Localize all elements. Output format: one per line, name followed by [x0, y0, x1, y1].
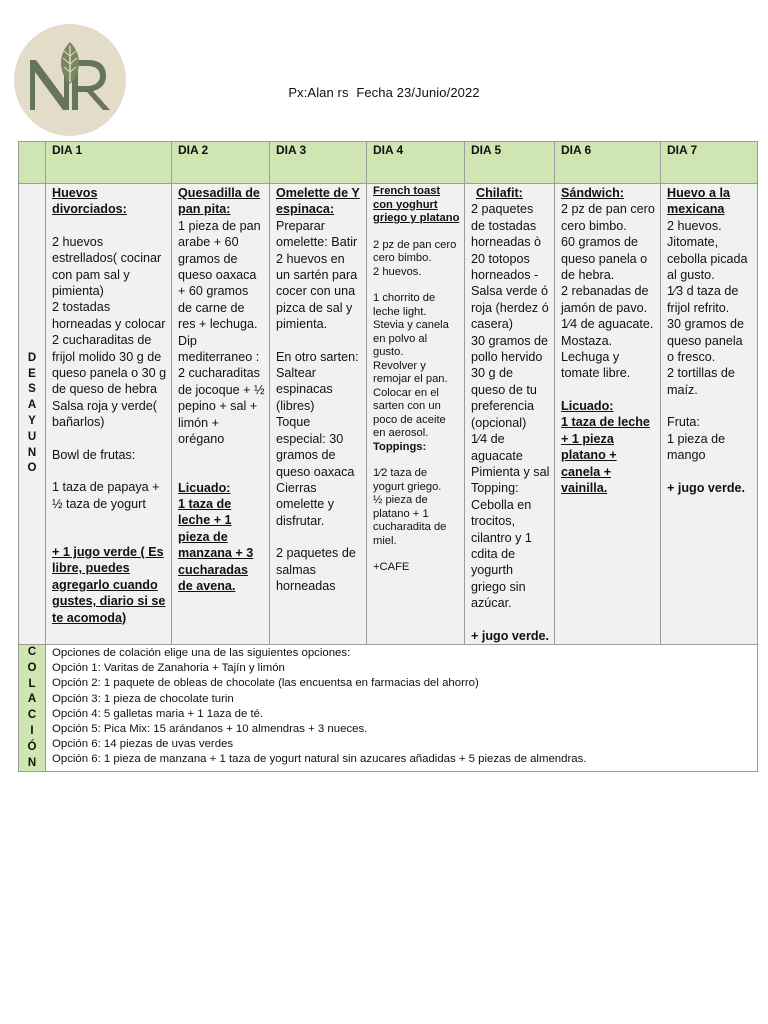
- snack-label-letter: L: [28, 677, 36, 690]
- day4-toppings-title: Toppings:: [373, 440, 427, 453]
- day-header: DIA 4: [367, 142, 465, 184]
- breakfast-label-letter: S: [28, 383, 36, 396]
- nr-logo: [14, 24, 126, 136]
- day5-line: 30 g de queso de tu preferencia (opcional): [471, 366, 537, 430]
- plan-date: Fecha 23/Junio/2022: [356, 85, 480, 100]
- day4-topping: ½ pieza de platano + 1 cucharadita de miel.: [373, 494, 447, 547]
- day4-line: 2 pz de pan cero cero bimbo.: [373, 238, 457, 264]
- day6-cell: [555, 184, 661, 645]
- snack-option: Opción 6: 1 pieza de manzana + 1 taza de yogurt natural sin azucares añadidas + 5 piezas de almendras.: [52, 753, 587, 766]
- day-header: DIA 1: [46, 142, 172, 184]
- day3-title: Omelette de Y espinaca:: [276, 186, 360, 217]
- corner-cell: [19, 142, 46, 184]
- day1-cell: [46, 184, 172, 645]
- snack-label-letter: O: [27, 661, 37, 674]
- day3-line: En otro sarten: Saltear espinacas (libres): [276, 349, 359, 413]
- snack-label-letter: I: [30, 724, 34, 737]
- day1-fruit: 1 taza de papaya + ½ taza de yogurt: [52, 480, 160, 511]
- day-header: DIA 3: [270, 142, 367, 184]
- day7-line: Jitomate, cebolla picada al gusto.: [667, 235, 748, 283]
- breakfast-label: [19, 184, 46, 645]
- snack-option: Opciones de colación elige una de las siguientes opciones:: [52, 646, 351, 659]
- day7-line: 2 tortillas de maíz.: [667, 366, 735, 397]
- day5-line: 30 gramos de pollo hervido: [471, 333, 549, 365]
- breakfast-label-letters: [19, 351, 45, 477]
- patient-name: Px:Alan rs: [288, 85, 349, 100]
- day2-line: 1 pieza de pan arabe + 60 gramos de queso oaxaca: [178, 218, 261, 283]
- day4-title: French toast con yoghurt griego y platano: [373, 185, 460, 224]
- day6-line: 2 pz de pan cero cero bimbo.: [561, 202, 655, 233]
- snack-option: Opción 4: 5 galletas maria + 1 1aza de té.: [52, 707, 264, 720]
- snack-label-letter: N: [27, 756, 37, 769]
- day-header-row: [19, 142, 758, 184]
- snack-option: Opción 3: 1 pieza de chocolate turin: [52, 692, 234, 705]
- day2-licuado: 1 taza de leche + 1 pieza de manzana + 3 cucharadas de avena.: [178, 496, 254, 593]
- day7-fruta-label: Fruta:: [667, 415, 700, 430]
- day4-topping: 1⁄2 taza de yogurt griego.: [373, 467, 442, 493]
- day5-extra: + jugo verde.: [471, 628, 550, 643]
- snack-label-letter: A: [27, 693, 37, 706]
- day3-line: 2 paquetes de salmas horneadas: [276, 546, 356, 593]
- day4-cafe: +CAFE: [373, 561, 410, 573]
- day2-line: Dip mediterraneo :: [178, 333, 260, 365]
- day3-line: Preparar omelette: Batir 2 huevos en un sartén para cocer con una pizca de sal y pimienta.: [276, 218, 358, 332]
- breakfast-label-letter: N: [27, 446, 37, 459]
- breakfast-label-letter: Y: [28, 414, 36, 427]
- snack-label: [19, 644, 46, 771]
- snack-option: Opción 2: 1 paquete de obleas de chocolate (las encuentsa en farmacias del ahorro): [52, 677, 479, 690]
- day5-line: 1⁄4 de aguacate: [471, 432, 523, 463]
- patient-header: [0, 85, 768, 100]
- snack-label-letters: [19, 645, 45, 771]
- breakfast-label-letter: O: [27, 462, 37, 475]
- day7-title: Huevo a la mexicana: [667, 186, 730, 217]
- day4-line: Colocar en el sarten con un poco de aceite en aerosol.: [373, 386, 446, 439]
- day7-cell: [661, 184, 758, 645]
- day1-line: 2 tostadas horneadas y colocar 2 cucharaditas de frijol molido 30 g de queso panela o 30 g de queso de hebra: [52, 300, 167, 397]
- day6-line: 1⁄4 de aguacate.: [561, 317, 654, 332]
- day3-line: Toque especial: 30 gramos de queso oaxaca: [276, 415, 355, 479]
- day2-line: + 60 gramos de carne de res + lechuga.: [178, 284, 258, 332]
- day1-bowl: Bowl de frutas:: [52, 447, 136, 462]
- day5-line: Pimienta y sal: [471, 464, 550, 479]
- snack-label-letter: C: [27, 709, 37, 722]
- snack-option: Opción 5: Pica Mix: 15 arándanos + 10 almendras + 3 nueces.: [52, 722, 368, 735]
- day1-title: Huevos divorciados:: [52, 186, 127, 217]
- day7-line: 1⁄3 d taza de frijol refrito.: [667, 284, 739, 315]
- day5-line: 2 paquetes de tostadas horneadas ò 20 totopos horneados - Salsa verde ó roja (herdez ó casera): [471, 202, 549, 332]
- snack-row: [19, 644, 758, 771]
- breakfast-label-letter: A: [27, 399, 37, 412]
- day-header: DIA 6: [555, 142, 661, 184]
- snack-label-letter: C: [27, 645, 37, 658]
- day7-extra: + jugo verde.: [667, 480, 746, 495]
- breakfast-label-letter: E: [28, 367, 36, 380]
- day2-line: 2 cucharaditas de jocoque + ½ pepino + sal + limón + orégano: [178, 366, 265, 447]
- day5-title: Chilafit:: [476, 186, 523, 200]
- day-header: DIA 2: [172, 142, 270, 184]
- day6-line: Mostaza.: [561, 333, 613, 348]
- day4-cell: [367, 184, 465, 645]
- day-header: DIA 5: [465, 142, 555, 184]
- day1-extra: + 1 jugo verde ( Es libre, puedes agregarlo cuando gustes, diario si se te acomoda): [52, 544, 166, 625]
- breakfast-row: [19, 184, 758, 645]
- day1-line: 2 huevos estrellados( cocinar con pam sal y pimienta): [52, 234, 162, 299]
- day2-licuado-title: Licuado:: [178, 480, 231, 495]
- breakfast-label-letter: D: [27, 351, 37, 364]
- day6-line: Lechuga y tomate libre.: [561, 350, 631, 381]
- day1-line: Salsa roja y verde( bañarlos): [52, 398, 157, 430]
- day5-line: Topping: Cebolla en trocitos, cilantro y 1 cdita de yogurth griego sin azúcar.: [471, 481, 532, 611]
- day3-cell: [270, 184, 367, 645]
- day-header: DIA 7: [661, 142, 758, 184]
- day6-title: Sándwich:: [561, 186, 624, 200]
- snack-option: Opción 6: 14 piezas de uvas verdes: [52, 738, 234, 751]
- nr-logo-mark: [14, 24, 126, 136]
- day3-line: Cierras omelette y disfrutar.: [276, 480, 335, 528]
- day7-line: 30 gramos de queso panela o fresco.: [667, 317, 745, 365]
- snack-option: Opción 1: Varitas de Zanahoria + Tajín y limón: [52, 662, 285, 675]
- day6-licuado-title: Licuado:: [561, 398, 614, 413]
- day2-title: Quesadilla de pan pita:: [178, 186, 260, 217]
- day4-line: Stevia y canela en polvo al gusto.: [373, 319, 449, 358]
- snack-label-letter: Ó: [27, 740, 37, 753]
- day5-cell: [465, 184, 555, 645]
- snack-options: [46, 644, 758, 771]
- day6-line: 60 gramos de queso panela o de hebra.: [561, 235, 648, 283]
- day4-line: 1 chorrito de leche light.: [373, 292, 436, 318]
- day7-line: 2 huevos.: [667, 218, 722, 233]
- day6-line: 2 rebanadas de jamón de pavo.: [561, 284, 649, 315]
- meal-plan-table: [18, 141, 758, 772]
- day4-line: Revolver y remojar el pan.: [373, 359, 448, 385]
- breakfast-label-letter: U: [27, 430, 37, 443]
- day6-licuado: 1 taza de leche + 1 pieza platano + canela + vainilla.: [561, 415, 650, 495]
- day7-fruta: 1 pieza de mango: [667, 431, 726, 463]
- day4-line: 2 huevos.: [373, 265, 422, 278]
- day2-cell: [172, 184, 270, 645]
